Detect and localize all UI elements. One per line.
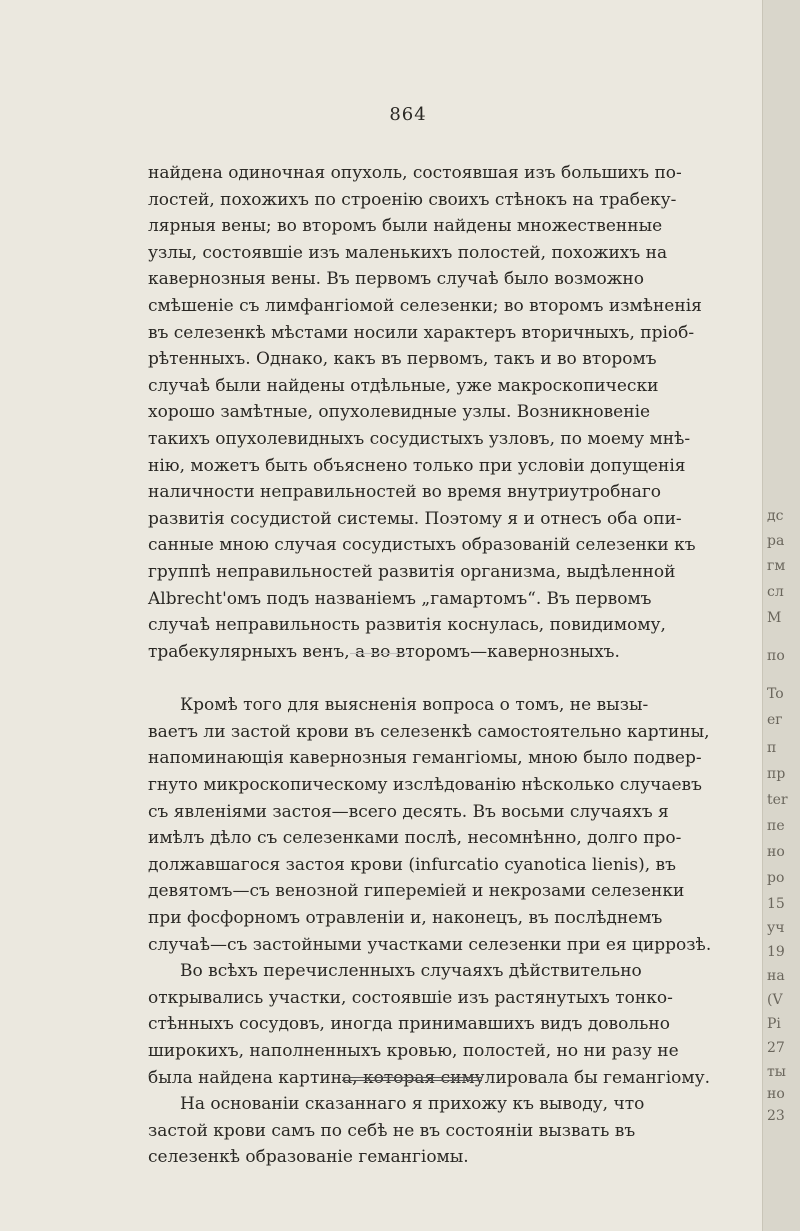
margin-fragment: на	[767, 968, 785, 984]
text-line: была найдена картина, которая симулировала бы гемангіому.	[148, 1067, 710, 1088]
margin-fragment: гм	[767, 558, 786, 574]
text-line: девятомъ—съ венозной гиперемiей и некрозами селезенки	[148, 881, 685, 902]
text-line: группѣ неправильностей развитія организма, выдѣленной	[148, 561, 676, 582]
margin-fragment: 19	[767, 944, 785, 960]
paragraph-separator-mark	[350, 653, 410, 654]
text-line: смѣшеніе съ лимфангіомой селезенки; во второмъ измѣненія	[148, 295, 702, 316]
text-line: найдена одиночная опухоль, состоявшая изъ большихъ по-	[148, 163, 682, 183]
margin-fragment: (V	[767, 992, 783, 1008]
margin-fragment: 15	[767, 896, 785, 912]
text-line: открывались участки, состоявшіе изъ растянутыхъ тонко-	[148, 987, 673, 1008]
text-line: застой крови самъ по себѣ не въ состояніи вызвать въ	[148, 1120, 636, 1141]
margin-fragment: ра	[767, 533, 785, 549]
text-line: случаѣ были найдены отдѣльные, уже макроскопически	[148, 375, 659, 396]
margin-fragment: ро	[767, 870, 785, 886]
text-line: ваетъ ли застой крови въ селезенкѣ самостоятельно картины,	[148, 721, 710, 742]
text-line: На основаніи сказаннаго я прихожу къ выводу, что	[180, 1094, 645, 1115]
margin-fragment: п	[767, 740, 777, 756]
section-end-rule	[342, 1077, 482, 1081]
text-line: при фосфорномъ отравленіи и, наконецъ, въ послѣднемъ	[148, 908, 663, 929]
text-line: стѣнныхъ сосудовъ, иногда принимавшихъ видъ довольно	[148, 1014, 670, 1035]
text-line: наличности неправильностей во время внутриутробнаго	[148, 482, 662, 503]
text-line: съ явленіями застоя—всего десять. Въ восьми случаяхъ я	[148, 801, 669, 822]
margin-fragment: 23	[767, 1108, 785, 1124]
text-line: кавернозныя вены. Въ первомъ случаѣ было возможно	[148, 269, 644, 290]
text-line: должавшагося застоя крови (infurcatio cyanotica lienis), въ	[148, 854, 676, 875]
text-line: въ селезенкѣ мѣстами носили характеръ вторичныхъ, пріоб-	[148, 322, 695, 343]
body-text	[148, 160, 712, 1171]
margin-fragment: ты	[767, 1064, 786, 1080]
text-line: Во всѣхъ перечисленныхъ случаяхъ дѣйствительно	[180, 961, 642, 982]
margin-fragment: дс	[767, 508, 784, 524]
text-line: хорошо замѣтные, опухолевидные узлы. Возникновеніе	[148, 402, 651, 423]
margin-fragment: ег	[767, 712, 783, 728]
text-line: лярныя вены; во второмъ были найдены множественные	[148, 216, 663, 237]
margin-fragment: Pi	[767, 1016, 781, 1032]
text-line: развитія сосудистой системы. Поэтому я и отнесъ оба опи-	[148, 508, 682, 529]
text-line: узлы, состоявшіе изъ маленькихъ полостей, похожихъ на	[148, 242, 668, 263]
text-line: случаѣ—съ застойными участками селезенки при ея циррозѣ.	[148, 934, 712, 955]
margin-fragment: сл	[767, 584, 784, 600]
adjacent-page-edge	[762, 0, 800, 1231]
margin-fragment: 27	[767, 1040, 785, 1056]
page-number: 864	[389, 104, 427, 125]
text-line: напоминающія кавернозныя гемангіомы, мною было подвер-	[148, 748, 702, 769]
margin-fragment: но	[767, 1086, 785, 1102]
text-line: случаѣ неправильность развитія коснулась, повидимому,	[148, 615, 666, 636]
margin-fragment: ter	[767, 792, 788, 808]
margin-fragment: по	[767, 648, 785, 664]
text-line: трабекулярныхъ венъ, а во второмъ—кавернозныхъ.	[148, 641, 620, 662]
margin-fragment: To	[767, 686, 784, 702]
text-line: широкихъ, наполненныхъ кровью, полостей, но ни разу не	[148, 1041, 679, 1061]
margin-fragment: пр	[767, 766, 786, 782]
text-line: нію, можетъ быть объяснено только при условіи допущенія	[148, 455, 686, 476]
text-line: Albrecht'омъ подъ названіемъ „гамартомъ“. Въ первомъ	[148, 588, 652, 609]
margin-fragment: пе	[767, 818, 785, 834]
paragraph-2	[148, 692, 712, 1171]
text-line: такихъ опухолевидныхъ сосудистыхъ узловъ, по моему мнѣ-	[148, 428, 691, 449]
margin-fragment: но	[767, 844, 785, 860]
text-line: санные мною случая сосудистыхъ образованій селезенки къ	[148, 535, 696, 556]
text-line: имѣлъ дѣло съ селезенками послѣ, несомнѣнно, долго про-	[148, 828, 682, 849]
paragraph-1	[148, 160, 702, 665]
text-line: селезенкѣ образованіе гемангіомы.	[148, 1147, 469, 1168]
text-line: Кромѣ того для выясненія вопроса о томъ, не вызы-	[180, 695, 649, 716]
text-line: лостей, похожихъ по строенію своихъ стѣнокъ на трабеку-	[148, 189, 677, 210]
margin-fragment: M	[767, 610, 782, 626]
text-line: гнуто микроскопическому изслѣдованію нѣсколько случаевъ	[148, 775, 702, 796]
text-line: рѣтенныхъ. Однако, какъ въ первомъ, такъ и во второмъ	[148, 349, 657, 370]
margin-fragment: уч	[767, 920, 785, 936]
